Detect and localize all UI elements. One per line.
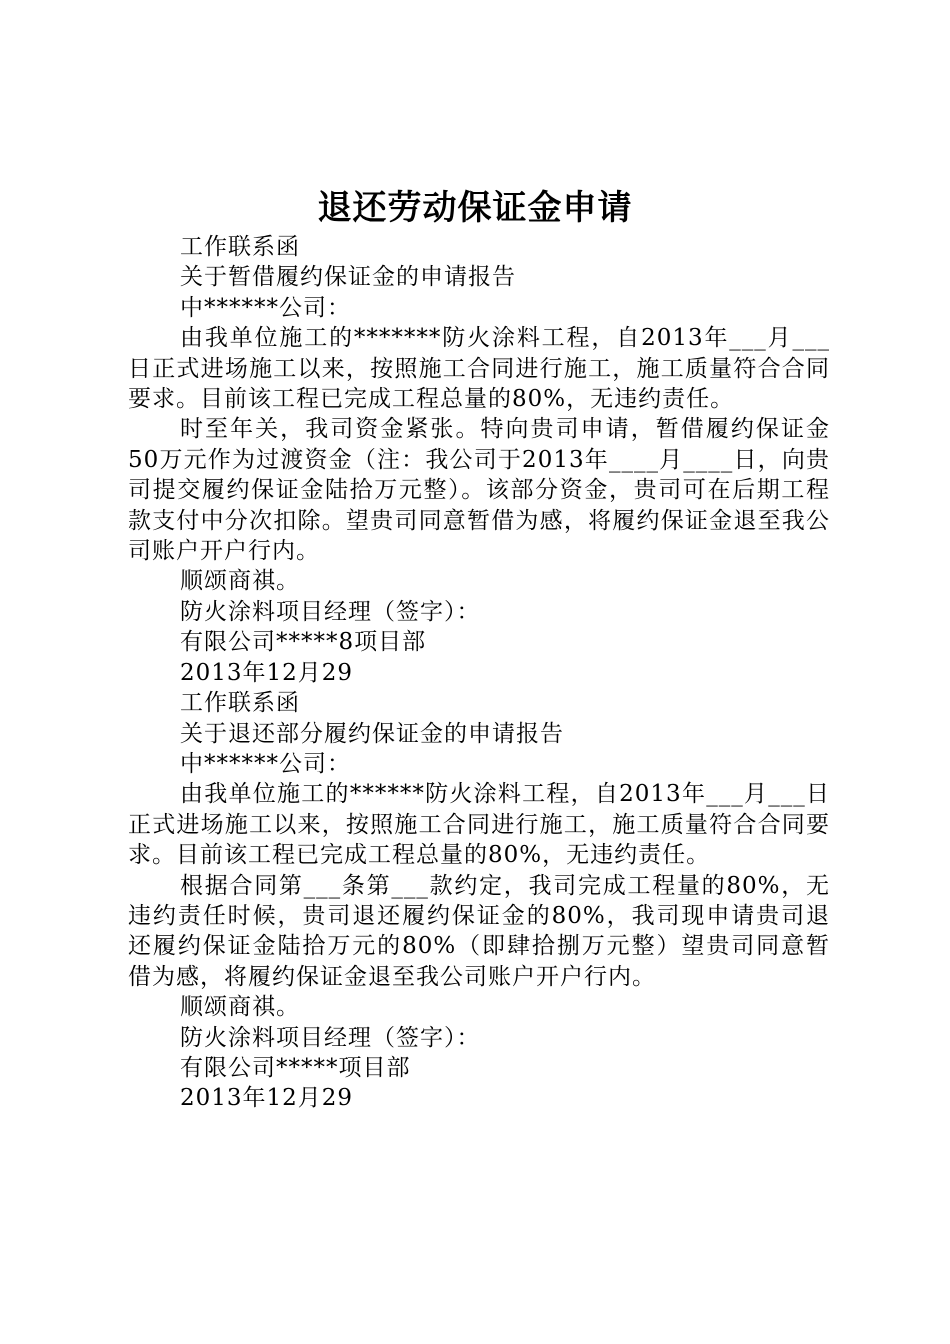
letter1-subject: 关于暂借履约保证金的申请报告 [180,264,516,291]
letter1-paragraph-1: 由我单位施工的*******防火涂料工程，自2013年___月___日正式进场施工以来，按照施工合同进行施工，施工质量符合合同要求。目前该工程已完成工程总量的80%，无违约责任。 [128,325,830,413]
letter2-closing: 顺颂商祺。 [180,994,300,1021]
letter1-closing: 顺颂商祺。 [180,568,300,595]
letter2-org: 有限公司*****项目部 [180,1054,411,1081]
letter1-addressee: 中******公司： [180,294,351,321]
letter2-subject: 关于退还部分履约保证金的申请报告 [180,720,564,747]
letter2-signer: 防火涂料项目经理（签字）： [180,1024,481,1051]
letter2-date: 2013年12月29 [180,1085,354,1112]
letter1-heading: 工作联系函 [180,234,300,260]
letter1-paragraph-2: 时至年关，我司资金紧张。特向贵司申请，暂借履约保证金50万元作为过渡资金（注：我公司于2013年____月____日，向贵司提交履约保证金陆拾万元整）。该部分资金，贵司可在后期工程款支付中分次扣除。望贵司同意暂借为感，将履约保证金退至我公司账户开户行内。 [128,416,830,565]
document-body [128,232,830,1114]
letter2-paragraph-1: 由我单位施工的******防火涂料工程，自2013年___月___日正式进场施工以来，按照施工合同进行施工，施工质量符合合同要求。目前该工程已完成工程总量的80%，无违约责任。 [128,781,830,869]
letter1-org: 有限公司*****8项目部 [180,629,427,656]
letter1-signer: 防火涂料项目经理（签字）： [180,598,481,625]
letter2-paragraph-2: 根据合同第___条第___款约定，我司完成工程量的80%，无违约责任时候，贵司退还履约保证金的80%，我司现申请贵司退还履约保证金陆拾万元的80%（即肆拾捌万元整）望贵司同意暂借为感，将履约保证金退至我公司账户开户行内。 [128,872,830,990]
letter2-heading: 工作联系函 [180,690,300,717]
letter2-addressee: 中******公司： [180,750,351,777]
letter1-date: 2013年12月29 [180,659,354,686]
document-title: 退还劳动保证金申请 [317,188,633,228]
